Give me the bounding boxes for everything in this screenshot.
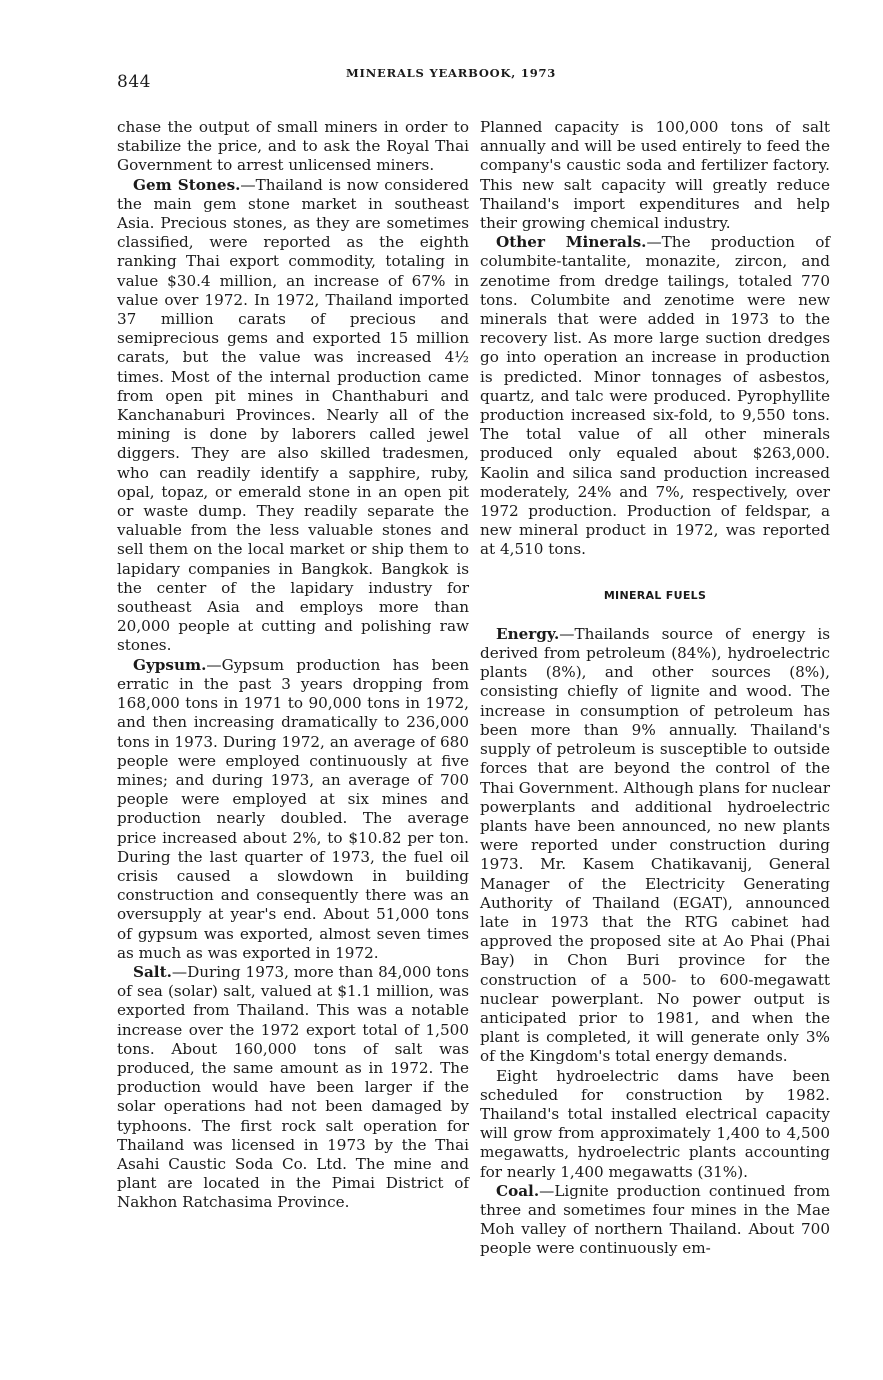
paragraph-text: Eight hydroelectric dams have been scheduled for construction by 1982. Thailand's total installed electrical capacity will grow from approximately 1,400 to 4,500 megawatts, hydroelectric plants accounting for nearly 1,400 megawatts (31%). <box>480 1066 830 1181</box>
paragraph-coal <box>480 1182 830 1259</box>
paragraph-lead: Gypsum. <box>133 655 207 674</box>
paragraph-other-minerals <box>480 233 830 559</box>
paragraph-salt-continued <box>480 118 830 233</box>
paragraph-gem-stones <box>117 176 469 656</box>
paragraph-text: —During 1973, more than 84,000 tons of sea (solar) salt, valued at $1.1 million, was exported from Thailand. This was a notable increase over the 1972 export total of 1,500 tons. About 160,000 tons of salt was produced, the same amount as in 1972. The production would have been larger if the solar operations had not been damaged by typhoons. The first rock salt operation for Thailand was licensed in 1973 by the Thai Asahi Caustic Soda Co. Ltd. The mine and plant are located in the Pimai District of Nakhon Ratchasima Province. <box>117 962 469 1212</box>
paragraph-lead: Other Minerals. <box>496 233 647 252</box>
paragraph-text: —The production of columbite-tantalite, monazite, zircon, and zenotime from dredge tailings, totaled 770 tons. Columbite and zenotime were new minerals that were added in 1973 to the recovery list. As more large suction dredges go into operation an increase in production is predicted. Minor tonnages of asbestos, quartz, and talc were produced. Pyrophyllite production increased six-fold, to 9,550 tons. The total value of all other minerals produced only equaled about $263,000. Kaolin and silica sand production increased moderately, 24% and 7%, respectively, over 1972 production. Production of feldspar, a new mineral product in 1972, was reported at 4,510 tons. <box>480 233 831 559</box>
paragraph-energy <box>480 625 830 1067</box>
paragraph-text: —Thailand is now considered the main gem stone market in southeast Asia. Precious stones, as they are sometimes classified, were reported as the eighth ranking Thai export commodity, totaling in value $30.4 million, an increase of 67% in value over 1972. In 1972, Thailand imported 37 million carats of precious and semiprecious gems and exported 15 million carats, but the value was increased 4½ times. Most of the internal production came from open pit mines in Chanthaburi and Kanchanaburi Provinces. Nearly all of the mining is done by laborers called jewel diggers. They are also skilled tradesmen, who can readily identify a sapphire, ruby, opal, topaz, or emerald stone in an open pit or waste dump. They readily separate the valuable from the less valuable stones and sell them on the local market or ship them to lapidary companies in Bangkok. Bangkok is the center of the lapidary industry for southeast Asia and employs more than 20,000 people at cutting and polishing raw stones. <box>117 175 469 655</box>
paragraph-lead: Salt. <box>133 962 172 981</box>
paragraph-hydroelectric <box>480 1067 830 1182</box>
paragraph-lead: Coal. <box>496 1181 540 1200</box>
paragraph-continued <box>117 118 469 176</box>
paragraph-text: —Lignite production continued from three and sometimes four mines in the Mae Moh valley of northern Thailand. About 700 people were continuously em- <box>480 1181 830 1258</box>
paragraph-lead: Energy. <box>496 624 560 643</box>
right-column <box>480 118 830 1259</box>
paragraph-lead: Gem Stones. <box>133 175 241 194</box>
running-head: MINERALS YEARBOOK, 1973 <box>346 66 557 80</box>
page-number: 844 <box>117 72 151 92</box>
paragraph-salt <box>117 963 469 1213</box>
paragraph-text: chase the output of small miners in order to stabilize the price, and to ask the Royal Thai Government to arrest unlicensed miners. <box>117 118 469 175</box>
left-column <box>117 118 469 1213</box>
section-heading: MINERAL FUELS <box>603 588 707 602</box>
paragraph-gypsum <box>117 656 469 963</box>
paragraph-text: —Thailands source of energy is derived from petroleum (84%), hydroelectric plants (8%), and other sources (8%), consisting chiefly of lignite and wood. The increase in consumption of petroleum has been more than 9% annually. Thailand's supply of petroleum is susceptible to outside forces that are beyond the control of the Thai Government. Although plans for nuclear powerplants and additional hydroelectric plants have been announced, no new plants were reported under construction during 1973. Mr. Kasem Chatikavanij, General Manager of the Electricity Generating Authority of Thailand (EGAT), announced late in 1973 that the RTG cabinet had approved the proposed site at Ao Phai (Phai Bay) in Chon Buri province for the construction of a 500- to 600-megawatt nuclear powerplant. No power output is anticipated prior to 1981, and when the plant is completed, it will generate only 3% of the Kingdom's total energy demands. <box>480 624 830 1066</box>
paragraph-text: —Gypsum production has been erratic in the past 3 years dropping from 168,000 tons in 1971 to 90,000 tons in 1972, and then increasing dramatically to 236,000 tons in 1973. During 1972, an average of 680 people were employed continuously at five mines; and during 1973, an average of 700 people were employed at six mines and production nearly doubled. The average price increased about 2%, to $10.82 per ton. During the last quarter of 1973, the fuel oil crisis caused a slowdown in building construction and consequently there was an oversupply at year's end. About 51,000 tons of gypsum was exported, almost seven times as much as was exported in 1972. <box>117 655 469 962</box>
paragraph-text: Planned capacity is 100,000 tons of salt annually and will be used entirely to feed the company's caustic soda and fertilizer factory. This new salt capacity will greatly reduce Thailand's import expenditures and help their growing chemical industry. <box>480 118 830 233</box>
